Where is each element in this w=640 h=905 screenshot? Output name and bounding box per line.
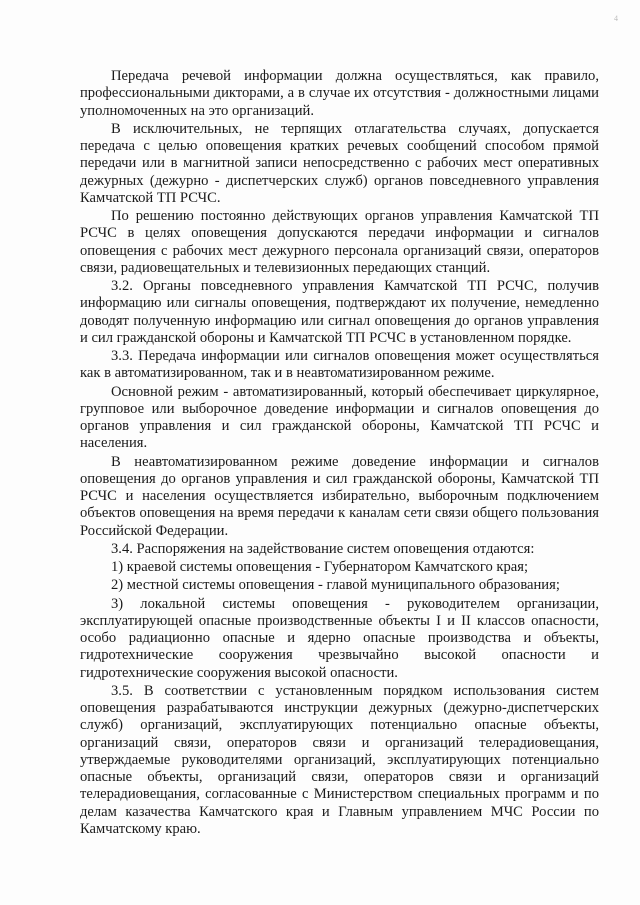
page-number: 4 <box>614 14 618 23</box>
list-item-regional: 1) краевой системы оповещения - Губернатором Камчатского края; <box>111 559 529 575</box>
paragraph-non-automated-mode: В неавтоматизированном режиме доведение информации и сигналов оповещения до органов управления и сил гражданской обороны, Камчатской ТП РСЧС и населения осуществляется избирательно, выборочным подключением объектов оповещения на время передачи к каналам сети связи общего пользования Российской Федерации. <box>80 453 599 539</box>
paragraph-main-mode: Основной режим - автоматизированный, который обеспечивает циркулярное, групповое или выборочное доведение информации и сигналов оповещения до органов управления и сил гражданской обороны, Камчатской ТП РСЧС и населения. <box>80 383 599 452</box>
paragraph-3-4: 3.4. Распоряжения на задействование систем оповещения отдаются: <box>111 540 535 557</box>
list-item-local: 2) местной системы оповещения - главой муниципального образования; <box>111 577 560 594</box>
paragraph-speech-info: Передача речевой информации должна осуществляться, как правило, профессиональными дикторами, а в случае их отсутствия - должностными лицами уполномоченных на это организаций. <box>80 68 599 119</box>
list-item-object: 3) локальной системы оповещения - руководителем организации, эксплуатирующей опасные производственные объекты I и II классов опасности, особо радиационно опасные и ядерно опасные производства и объекты, гидротехнические сооружения чрезвычайно высокой опасности и гидротехнические сооружения высокой опасности. <box>80 595 599 681</box>
paragraph-3-3: 3.3. Передача информации или сигналов оповещения может осуществляться как в автоматизированном, так и в неавтоматизированном режиме. <box>80 348 599 382</box>
paragraph-permanent-bodies: По решению постоянно действующих органов управления Камчатской ТП РСЧС в целях оповещения допускаются передачи информации и сигналов оповещения с рабочих мест дежурного персонала организаций связи, операторов связи, радиовещательных и телевизионных передающих станций. <box>80 208 599 276</box>
paragraph-3-5: 3.5. В соответствии с установленным порядком использования систем оповещения разрабатываются инструкции дежурных (дежурно-диспетчерских служб) организаций, эксплуатирующих потенциально опасные объекты, организаций связи, операторов связи и организаций телерадиовещания, утверждаемые руководителями организаций, эксплуатирующих потенциально опасные объекты, организаций связи, операторов связи и организаций телерадиовещания, согласованные с Министерством специальных программ и по делам казачества Камчатского края и Главным управлением МЧС России по Камчатскому краю. <box>80 682 599 837</box>
document-body <box>80 68 599 839</box>
paragraph-exceptional-cases: В исключительных, не терпящих отлагательства случаях, допускается передача с целью оповещения кратких речевых сообщений способом прямой передачи или в магнитной записи непосредственно с рабочих мест оперативных дежурных (дежурно - диспетчерских служб) органов повседневного управления Камчатской ТП РСЧС. <box>80 120 599 206</box>
paragraph-3-2: 3.2. Органы повседневного управления Камчатской ТП РСЧС, получив информацию или сигналы оповещения, подтверждают их получение, немедленно доводят полученную информацию или сигнал оповещения до органов управления и сил гражданской обороны и Камчатской ТП РСЧС в установленном порядке. <box>80 278 599 346</box>
